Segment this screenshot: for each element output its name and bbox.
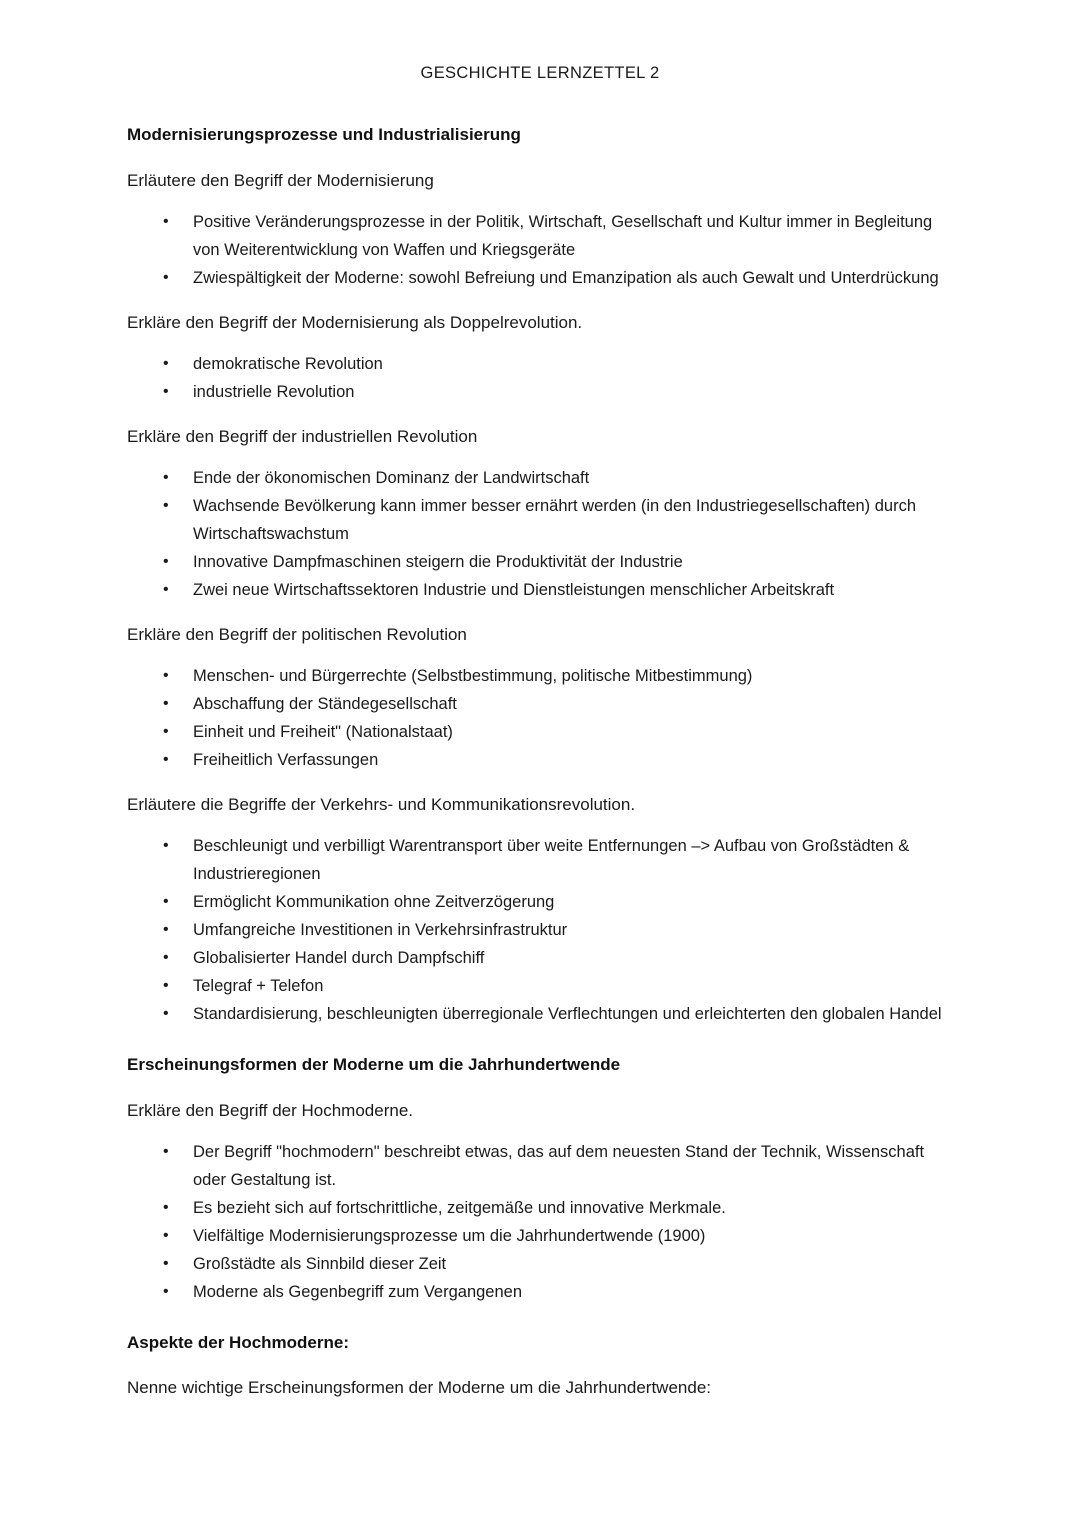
spacer bbox=[127, 193, 947, 208]
question-prompt: Erkläre den Begriff der politischen Revolution bbox=[127, 624, 467, 644]
list-item: • Ermöglicht Kommunikation ohne Zeitverzögerung bbox=[127, 888, 947, 916]
list-item: • Zwei neue Wirtschaftssektoren Industrie und Dienstleistungen menschlicher Arbeitskraft bbox=[127, 576, 947, 604]
list-item: • Positive Veränderungsprozesse in der Politik, Wirtschaft, Gesellschaft und Kultur immer in Begleitung von Weiterentwicklung von Waffen und Kriegsgeräte bbox=[127, 208, 947, 264]
document-header-title: GESCHICHTE LERNZETTEL 2 bbox=[420, 64, 660, 82]
list-item: • Abschaffung der Ständegesellschaft bbox=[127, 690, 947, 718]
bullet-list bbox=[127, 208, 947, 292]
list-item: • Ende der ökonomischen Dominanz der Landwirtschaft bbox=[127, 464, 947, 492]
question-prompt: Erkläre den Begriff der Modernisierung als Doppelrevolution. bbox=[127, 312, 583, 332]
list-item: • Beschleunigt und verbilligt Warentransport über weite Entfernungen –> Aufbau von Großstädten & Industrieregionen bbox=[127, 832, 947, 888]
list-item: • Moderne als Gegenbegriff zum Vergangenen bbox=[127, 1278, 947, 1306]
bullet-list bbox=[127, 832, 947, 1028]
list-item: • Freiheitlich Verfassungen bbox=[127, 746, 947, 774]
list-item: • Telegraf + Telefon bbox=[127, 972, 947, 1000]
spacer bbox=[127, 1123, 947, 1138]
list-item: • Innovative Dampfmaschinen steigern die Produktivität der Industrie bbox=[127, 548, 947, 576]
spacer bbox=[127, 335, 947, 350]
spacer bbox=[127, 147, 947, 170]
bullet-list bbox=[127, 350, 947, 406]
list-item: • Es bezieht sich auf fortschrittliche, zeitgemäße und innovative Merkmale. bbox=[127, 1194, 947, 1222]
list-item: • Zwiespältigkeit der Moderne: sowohl Befreiung und Emanzipation als auch Gewalt und Unterdrückung bbox=[127, 264, 947, 292]
section-heading: Erscheinungsformen der Moderne um die Jahrhundertwende bbox=[127, 1054, 621, 1074]
spacer bbox=[127, 406, 947, 426]
spacer bbox=[127, 1028, 947, 1054]
spacer bbox=[127, 1354, 947, 1377]
list-item: • industrielle Revolution bbox=[127, 378, 947, 406]
question-prompt: Erkläre den Begriff der Hochmoderne. bbox=[127, 1100, 414, 1120]
question-prompt: Erkläre den Begriff der industriellen Revolution bbox=[127, 426, 478, 446]
spacer bbox=[127, 774, 947, 794]
spacer bbox=[127, 292, 947, 312]
bullet-list bbox=[127, 464, 947, 604]
document-body bbox=[127, 124, 947, 1400]
question-prompt: Erläutere die Begriffe der Verkehrs- und Kommunikationsrevolution. bbox=[127, 794, 636, 814]
spacer bbox=[127, 1077, 947, 1100]
section-heading: Aspekte der Hochmoderne: bbox=[127, 1332, 349, 1352]
list-item: • Menschen- und Bürgerrechte (Selbstbestimmung, politische Mitbestimmung) bbox=[127, 662, 947, 690]
list-item: • demokratische Revolution bbox=[127, 350, 947, 378]
list-item: • Einheit und Freiheit" (Nationalstaat) bbox=[127, 718, 947, 746]
question-prompt: Nenne wichtige Erscheinungsformen der Moderne um die Jahrhundertwende: bbox=[127, 1378, 712, 1398]
list-item: • Standardisierung, beschleunigten überregionale Verflechtungen und erleichterten den globalen Handel bbox=[127, 1000, 947, 1028]
list-item: • Vielfältige Modernisierungsprozesse um die Jahrhundertwende (1900) bbox=[127, 1222, 947, 1250]
bullet-list bbox=[127, 662, 947, 774]
list-item: • Globalisierter Handel durch Dampfschiff bbox=[127, 944, 947, 972]
question-prompt: Erläutere den Begriff der Modernisierung bbox=[127, 170, 434, 190]
spacer bbox=[127, 1306, 947, 1332]
spacer bbox=[127, 604, 947, 624]
list-item: • Umfangreiche Investitionen in Verkehrsinfrastruktur bbox=[127, 916, 947, 944]
section-heading: Modernisierungsprozesse und Industrialisierung bbox=[127, 125, 521, 144]
spacer bbox=[127, 449, 947, 464]
list-item: • Großstädte als Sinnbild dieser Zeit bbox=[127, 1250, 947, 1278]
list-item: • Wachsende Bevölkerung kann immer besser ernährt werden (in den Industriegesellschaften) durch Wirtschaftswachstum bbox=[127, 492, 947, 548]
spacer bbox=[127, 647, 947, 662]
spacer bbox=[127, 817, 947, 832]
list-item: • Der Begriff "hochmodern" beschreibt etwas, das auf dem neuesten Stand der Technik, Wissenschaft oder Gestaltung ist. bbox=[127, 1138, 947, 1194]
bullet-list bbox=[127, 1138, 947, 1306]
